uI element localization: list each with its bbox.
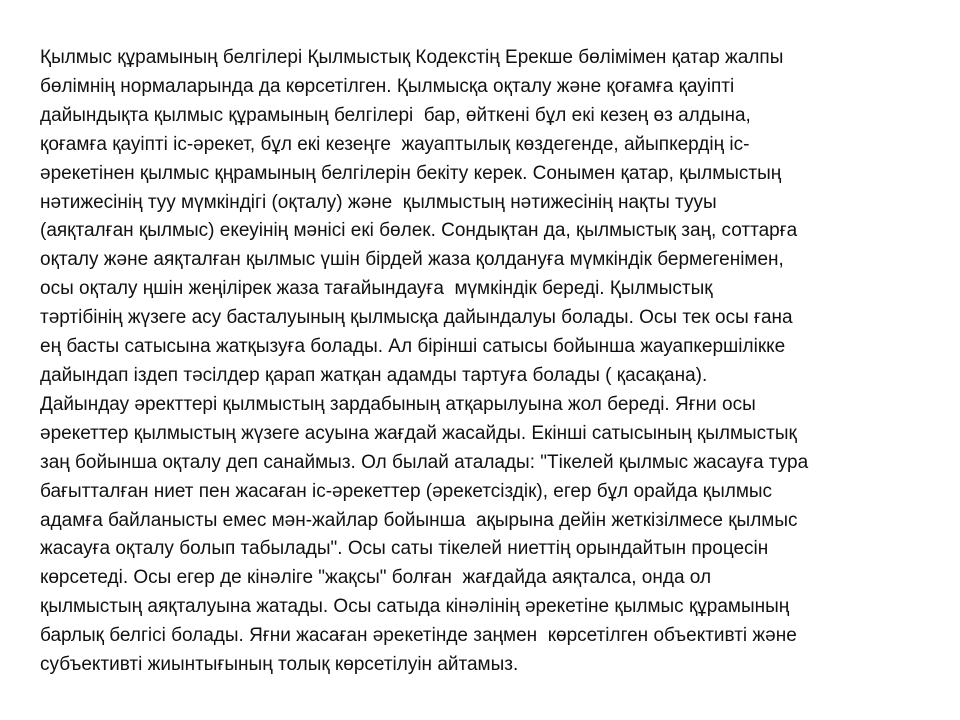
text-line: жасауға оқталу болып табылады". Осы саты тікелей ниеттің орындайтын процесін <box>40 538 769 560</box>
text-line: барлық белгісі болады. Яғни жасаған әрекетінде заңмен көрсетілген объективті және <box>40 625 797 647</box>
text-line: адамға байланысты емес мән-жайлар бойынша ақырына дейін жеткізілмесе қылмыс <box>40 509 798 531</box>
text-line: әрекетінен қылмыс қңрамының белгілерін бекіту керек. Сонымен қатар, қылмыстың <box>40 162 782 184</box>
text-line: (аяқталған қылмыс) екеуінің мәнісі екі бөлек. Сондықтан да, қылмыстық заң, соттарға <box>40 220 798 242</box>
text-line: бөлімнің нормаларында да көрсетілген. Қылмысқа оқталу және қоғамға қауіпті <box>40 75 735 97</box>
text-line: нәтижесінің туу мүмкіндігі (оқталу) және қылмыстың нәтижесінің нақты тууы <box>40 191 717 213</box>
text-line: субъективті жиынтығының толық көрсетілуін айтамыз. <box>40 654 519 676</box>
text-line: әрекеттер қылмыстың жүзеге асуына жағдай жасайды. Екінші сатысының қылмыстық <box>40 422 797 444</box>
body-text <box>40 44 940 680</box>
text-line: оқталу және аяқталған қылмыс үшін бірдей жаза қолдануға мүмкіндік бермегенімен, <box>40 249 784 271</box>
text-line: көрсетеді. Осы егер де кінәліге "жақсы" болған жағдайда аяқталса, онда ол <box>40 567 712 589</box>
text-line: Қылмыс құрамының белгілері Қылмыстық Кодекстің Ерекше бөлімімен қатар жалпы <box>40 47 784 68</box>
text-line: дайындап іздеп тәсілдер қарап жатқан адамды тартуға болады ( қасақана). <box>40 364 708 386</box>
text-line: заң бойынша оқталу деп санаймыз. Ол былай аталады: "Тікелей қылмыс жасауға тура <box>40 451 809 473</box>
text-line: дайындықта қылмыс құрамының белгілері бар, өйткені бұл екі кезең өз алдына, <box>40 104 751 126</box>
text-line: қылмыстың аяқталуына жатады. Осы сатыда кінәлінің әрекетіне қылмыс құрамының <box>40 596 790 618</box>
text-line: осы оқталу ңшін жеңілірек жаза тағайындауға мүмкіндік береді. Қылмыстық <box>40 278 713 300</box>
text-line: ең басты сатысына жатқызуға болады. Ал бірінші сатысы бойынша жауапкершілікке <box>40 336 786 358</box>
text-line: Дайындау әректтері қылмыстың зардабының атқарылуына жол береді. Яғни осы <box>40 393 756 415</box>
text-line: бағытталған ниет пен жасаған іс-әрекеттер (әрекетсіздік), егер бұл орайда қылмыс <box>40 480 773 502</box>
text-line: қоғамға қауіпті іс-әрекет, бұл екі кезеңге жауаптылық көздегенде, айыпкердің іс- <box>40 133 750 155</box>
text-line: тәртібінің жүзеге асу басталуының қылмысқа дайындалуы болады. Осы тек осы ғана <box>40 307 793 329</box>
